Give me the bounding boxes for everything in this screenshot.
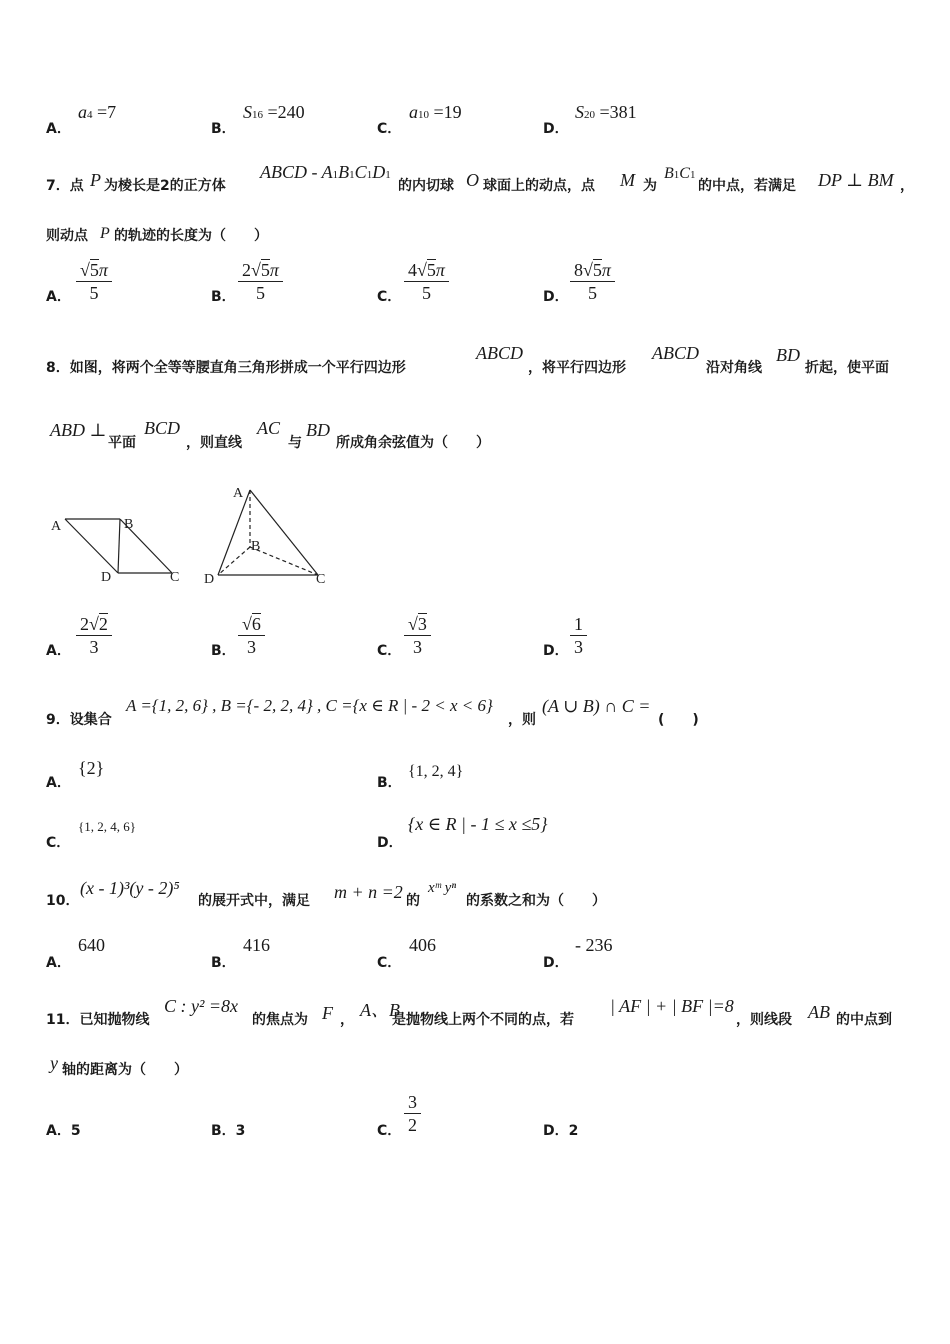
condition: | AF | + | BF |=8 <box>610 996 734 1016</box>
option-label[interactable]: D．2 <box>543 1123 579 1139</box>
option-expr: S20 =381 <box>575 102 637 122</box>
q10-number: 10． <box>46 893 80 909</box>
option-label[interactable]: B． <box>211 121 236 137</box>
q7-number: 7．点 <box>46 178 84 194</box>
q11-text: ，则线段 <box>736 1012 792 1028</box>
fraction: $\frac{√6}{3}$ <box>238 614 265 658</box>
q7-text: 的内切球 <box>398 178 454 194</box>
option-label[interactable]: D． <box>543 955 569 971</box>
line-ac: AC <box>257 418 281 438</box>
option-label[interactable]: D． <box>377 835 403 851</box>
sphere-o: O <box>466 170 479 190</box>
cube-name: ABCD - A1B1C1D1 <box>260 162 391 182</box>
q10-text: 的展开式中，满足 <box>198 893 310 909</box>
point-p: P <box>100 225 110 242</box>
option-expr: a10 =19 <box>409 102 462 122</box>
vertex-c: C <box>170 570 180 585</box>
q7-text: 球面上的动点，点 <box>483 178 595 194</box>
q7-text: 的中点，若满足 <box>698 178 796 194</box>
q11-text: 是抛物线上两个不同的点，若 <box>392 1012 574 1028</box>
set-expression: (A ∪ B) ∩ C = <box>542 696 651 716</box>
term: xᵐ yⁿ <box>428 880 457 896</box>
edge-da <box>65 519 118 573</box>
vertex-a: A <box>51 519 62 534</box>
q8-text: 折起，使平面 <box>805 360 889 376</box>
vertex-a: A <box>233 486 244 501</box>
vertex-d: D <box>101 570 112 585</box>
q8-text: 与 <box>288 435 302 451</box>
q9-text: ( ) <box>658 712 699 728</box>
option-label[interactable]: A． <box>46 121 71 137</box>
option-label[interactable]: C． <box>377 1123 402 1139</box>
fraction: $\frac{8√5\pi}{5}$ <box>570 260 615 304</box>
vertex-d: D <box>204 572 215 587</box>
option-label[interactable]: C． <box>377 289 402 305</box>
option-label[interactable]: D． <box>543 643 569 659</box>
q7-text: 的轨迹的长度为（ ） <box>114 228 268 244</box>
focus-f: F <box>322 1003 333 1023</box>
option-label[interactable]: D． <box>543 121 569 137</box>
diagonal: BD <box>776 345 800 365</box>
option-label[interactable]: A． <box>46 775 71 791</box>
option-label[interactable]: A． <box>46 289 71 305</box>
point-m: M <box>620 170 635 190</box>
q11-text: 的中点到 <box>836 1012 892 1028</box>
segment-ab: AB <box>808 1002 830 1022</box>
option-value: 406 <box>409 935 436 955</box>
option-label[interactable]: C． <box>377 955 402 971</box>
option-expr: S16 =240 <box>243 102 305 122</box>
fraction: $\frac{2√5\pi}{5}$ <box>238 260 283 304</box>
q8-text: 所成角余弦值为（ ） <box>336 435 490 451</box>
parallelogram: ABCD <box>652 343 699 363</box>
vertex-b: B <box>251 539 261 554</box>
option-value: {1, 2, 4} <box>408 763 464 780</box>
option-label[interactable]: B． <box>377 775 402 791</box>
q10-text: 的 <box>406 893 420 909</box>
option-label[interactable]: B． <box>211 643 236 659</box>
option-value: {1, 2, 4, 6} <box>78 819 136 834</box>
option-label[interactable]: C． <box>377 121 402 137</box>
option-value: 416 <box>243 935 270 955</box>
q7-text: 为棱长是2的正方体 <box>104 178 226 194</box>
fraction: $\frac{√5\pi}{5}$ <box>76 260 112 304</box>
condition: DP ⊥ BM <box>818 170 894 190</box>
fraction: $\frac{4√5\pi}{5}$ <box>404 260 449 304</box>
q11-number: 11．已知抛物线 <box>46 1012 150 1028</box>
condition: m + n =2 <box>334 882 403 902</box>
option-label[interactable]: B． <box>211 955 236 971</box>
option-label[interactable]: C． <box>377 643 402 659</box>
option-value: {x ∈ R | - 1 ≤ x ≤5} <box>408 814 548 834</box>
edge-ad <box>218 490 250 575</box>
option-label[interactable]: A． <box>46 955 71 971</box>
fraction: $\frac{1}{3}$ <box>570 614 587 658</box>
edge-ac <box>250 490 318 575</box>
q8-number: 8．如图，将两个全等等腰直角三角形拼成一个平行四边形 <box>46 360 406 376</box>
option-label[interactable]: B． <box>211 289 236 305</box>
option-label[interactable]: A．5 <box>46 1123 81 1139</box>
points-ab: A、B <box>360 1000 400 1020</box>
option-value: - 236 <box>575 935 613 955</box>
fraction: $\frac{3}{2}$ <box>404 1092 421 1136</box>
q8-text: 平面 <box>108 435 136 451</box>
q7-text: ， <box>900 178 914 194</box>
plane-abd: ABD ⊥ <box>50 420 107 440</box>
expansion: (x - 1)³(y - 2)⁵ <box>80 878 180 898</box>
axis-y: y <box>50 1053 58 1073</box>
fraction: $\frac{√3}{3}$ <box>404 614 431 658</box>
q8-figure <box>40 480 340 590</box>
option-label[interactable]: A． <box>46 643 71 659</box>
point-p: P <box>90 170 101 190</box>
parabola: C : y² =8x <box>164 996 239 1016</box>
q8-text: ，将平行四边形 <box>528 360 626 376</box>
q9-text: ，则 <box>508 712 536 728</box>
edge-bd <box>118 519 120 573</box>
fraction: $\frac{2√2}{3}$ <box>76 614 112 658</box>
q11-text: 的焦点为 <box>252 1012 308 1028</box>
q11-text: ， <box>340 1012 354 1028</box>
q8-text: ，则直线 <box>186 435 242 451</box>
line-bd: BD <box>306 420 330 440</box>
option-expr: a4 =7 <box>78 102 117 122</box>
q8-text: 沿对角线 <box>706 360 762 376</box>
vertex-b: B <box>124 517 134 532</box>
plane-bcd: BCD <box>144 418 180 438</box>
q9-number: 9．设集合 <box>46 712 112 728</box>
option-value: {2} <box>78 758 105 778</box>
set-definitions: A ={1, 2, 6} , B ={- 2, 2, 4} , C ={x ∈ R | - 2 < x < 6} <box>126 696 493 715</box>
option-value: 640 <box>78 935 105 955</box>
option-label[interactable]: C． <box>46 835 71 851</box>
edge-b1c1: B1C1 <box>664 165 696 182</box>
parallelogram: ABCD <box>476 343 523 363</box>
option-label[interactable]: D． <box>543 289 569 305</box>
option-label[interactable]: B．3 <box>211 1123 246 1139</box>
vertex-c: C <box>316 572 326 587</box>
q11-text: 轴的距离为（ ） <box>62 1062 188 1078</box>
q7-text: 为 <box>643 178 657 194</box>
q10-text: 的系数之和为（ ） <box>466 893 606 909</box>
q7-text: 则动点 <box>46 228 88 244</box>
